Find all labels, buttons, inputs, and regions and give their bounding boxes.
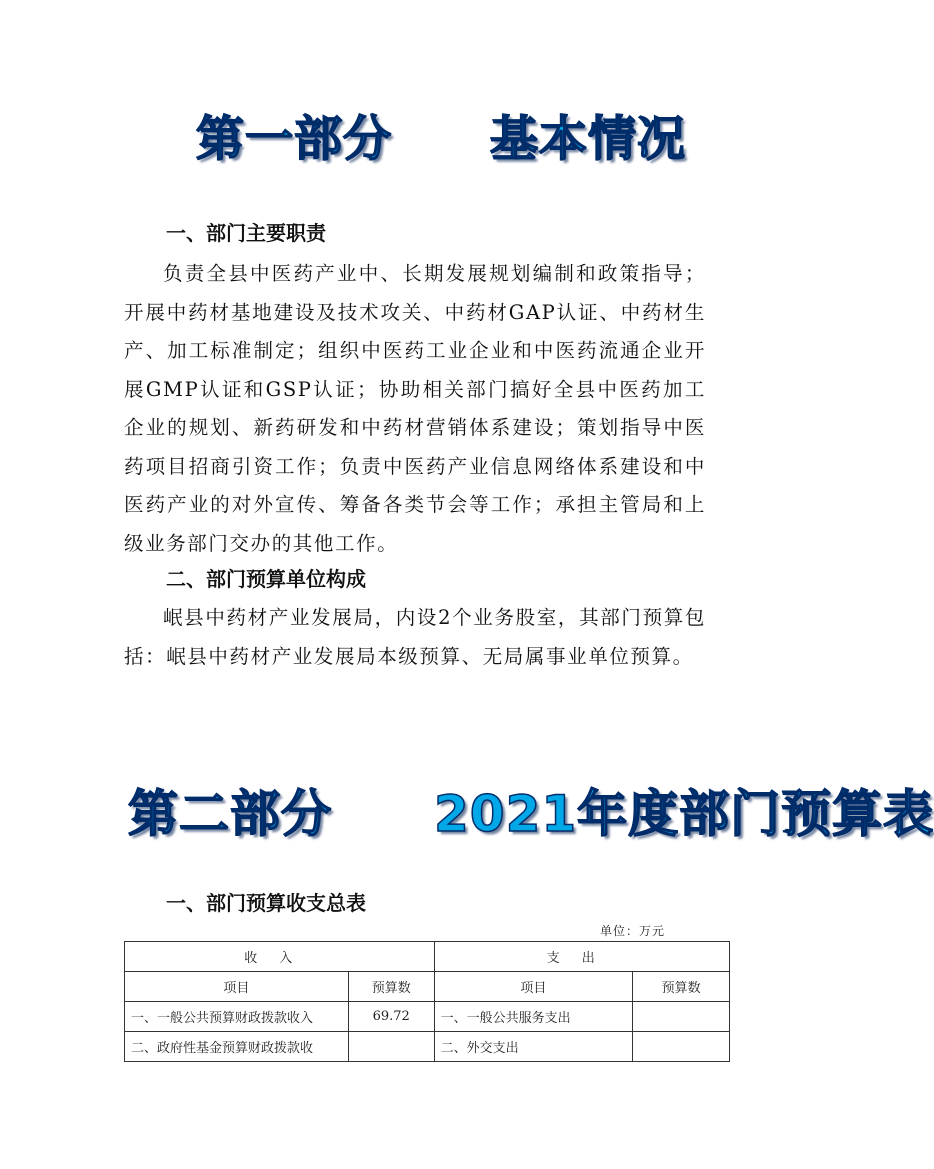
income-amount-cell: 69.72: [348, 1002, 434, 1032]
table-row: [125, 1032, 730, 1062]
expense-amount-column-header: 预算数: [633, 972, 730, 1002]
table-column-header-row: [125, 972, 730, 1002]
responsibilities-paragraph: 负责全县中医药产业中、长期发展规划编制和政策指导；开展中药材基地建设及技术攻关、中药材GAP认证、中药材生产、加工标准制定；组织中医药工业企业和中医药流通企业开展GMP认证和GSP认证；协助相关部门搞好全县中医药加工企业的规划、新药研发和中药材营销体系建设；策划指导中医药项目招商引资工作；负责中医药产业信息网络体系建设和中医药产业的对外宣传、筹备各类节会等工作；承担主管局和上级业务部门交办的其他工作。: [124, 262, 706, 555]
unit-label: 单位：万元: [600, 924, 666, 938]
income-amount-cell: [348, 1032, 434, 1062]
budget-summary-table: [124, 941, 730, 1062]
income-item-cell: 二、政府性基金预算财政拨款收: [125, 1032, 349, 1062]
part-one-title: 第一部分 基本情况: [196, 111, 687, 167]
section-heading-responsibilities: 一、部门主要职责: [166, 221, 326, 245]
expense-amount-cell: [633, 1002, 730, 1032]
income-amount-column-header: 预算数: [348, 972, 434, 1002]
income-item-column-header: 项目: [125, 972, 349, 1002]
income-group-header: 收入: [125, 942, 435, 972]
expense-amount-cell: [633, 1032, 730, 1062]
unit-composition-paragraph: 岷县中药材产业发展局，内设2个业务股室，其部门预算包括：岷县中药材产业发展局本级预算、无局属事业单位预算。: [124, 606, 706, 668]
table-row: [125, 1002, 730, 1032]
expense-group-header: 支出: [434, 942, 729, 972]
expense-item-column-header: 项目: [434, 972, 633, 1002]
expense-item-cell: 二、外交支出: [434, 1032, 633, 1062]
part-two-title: 第二部分 2021年度部门预算表: [128, 785, 934, 843]
section-heading-unit-composition: 二、部门预算单位构成: [166, 567, 366, 591]
table-group-header-row: [125, 942, 730, 972]
expense-item-cell: 一、一般公共服务支出: [434, 1002, 633, 1032]
income-item-cell: 一、一般公共预算财政拨款收入: [125, 1002, 349, 1032]
section-heading-budget-summary: 一、部门预算收支总表: [166, 891, 366, 915]
